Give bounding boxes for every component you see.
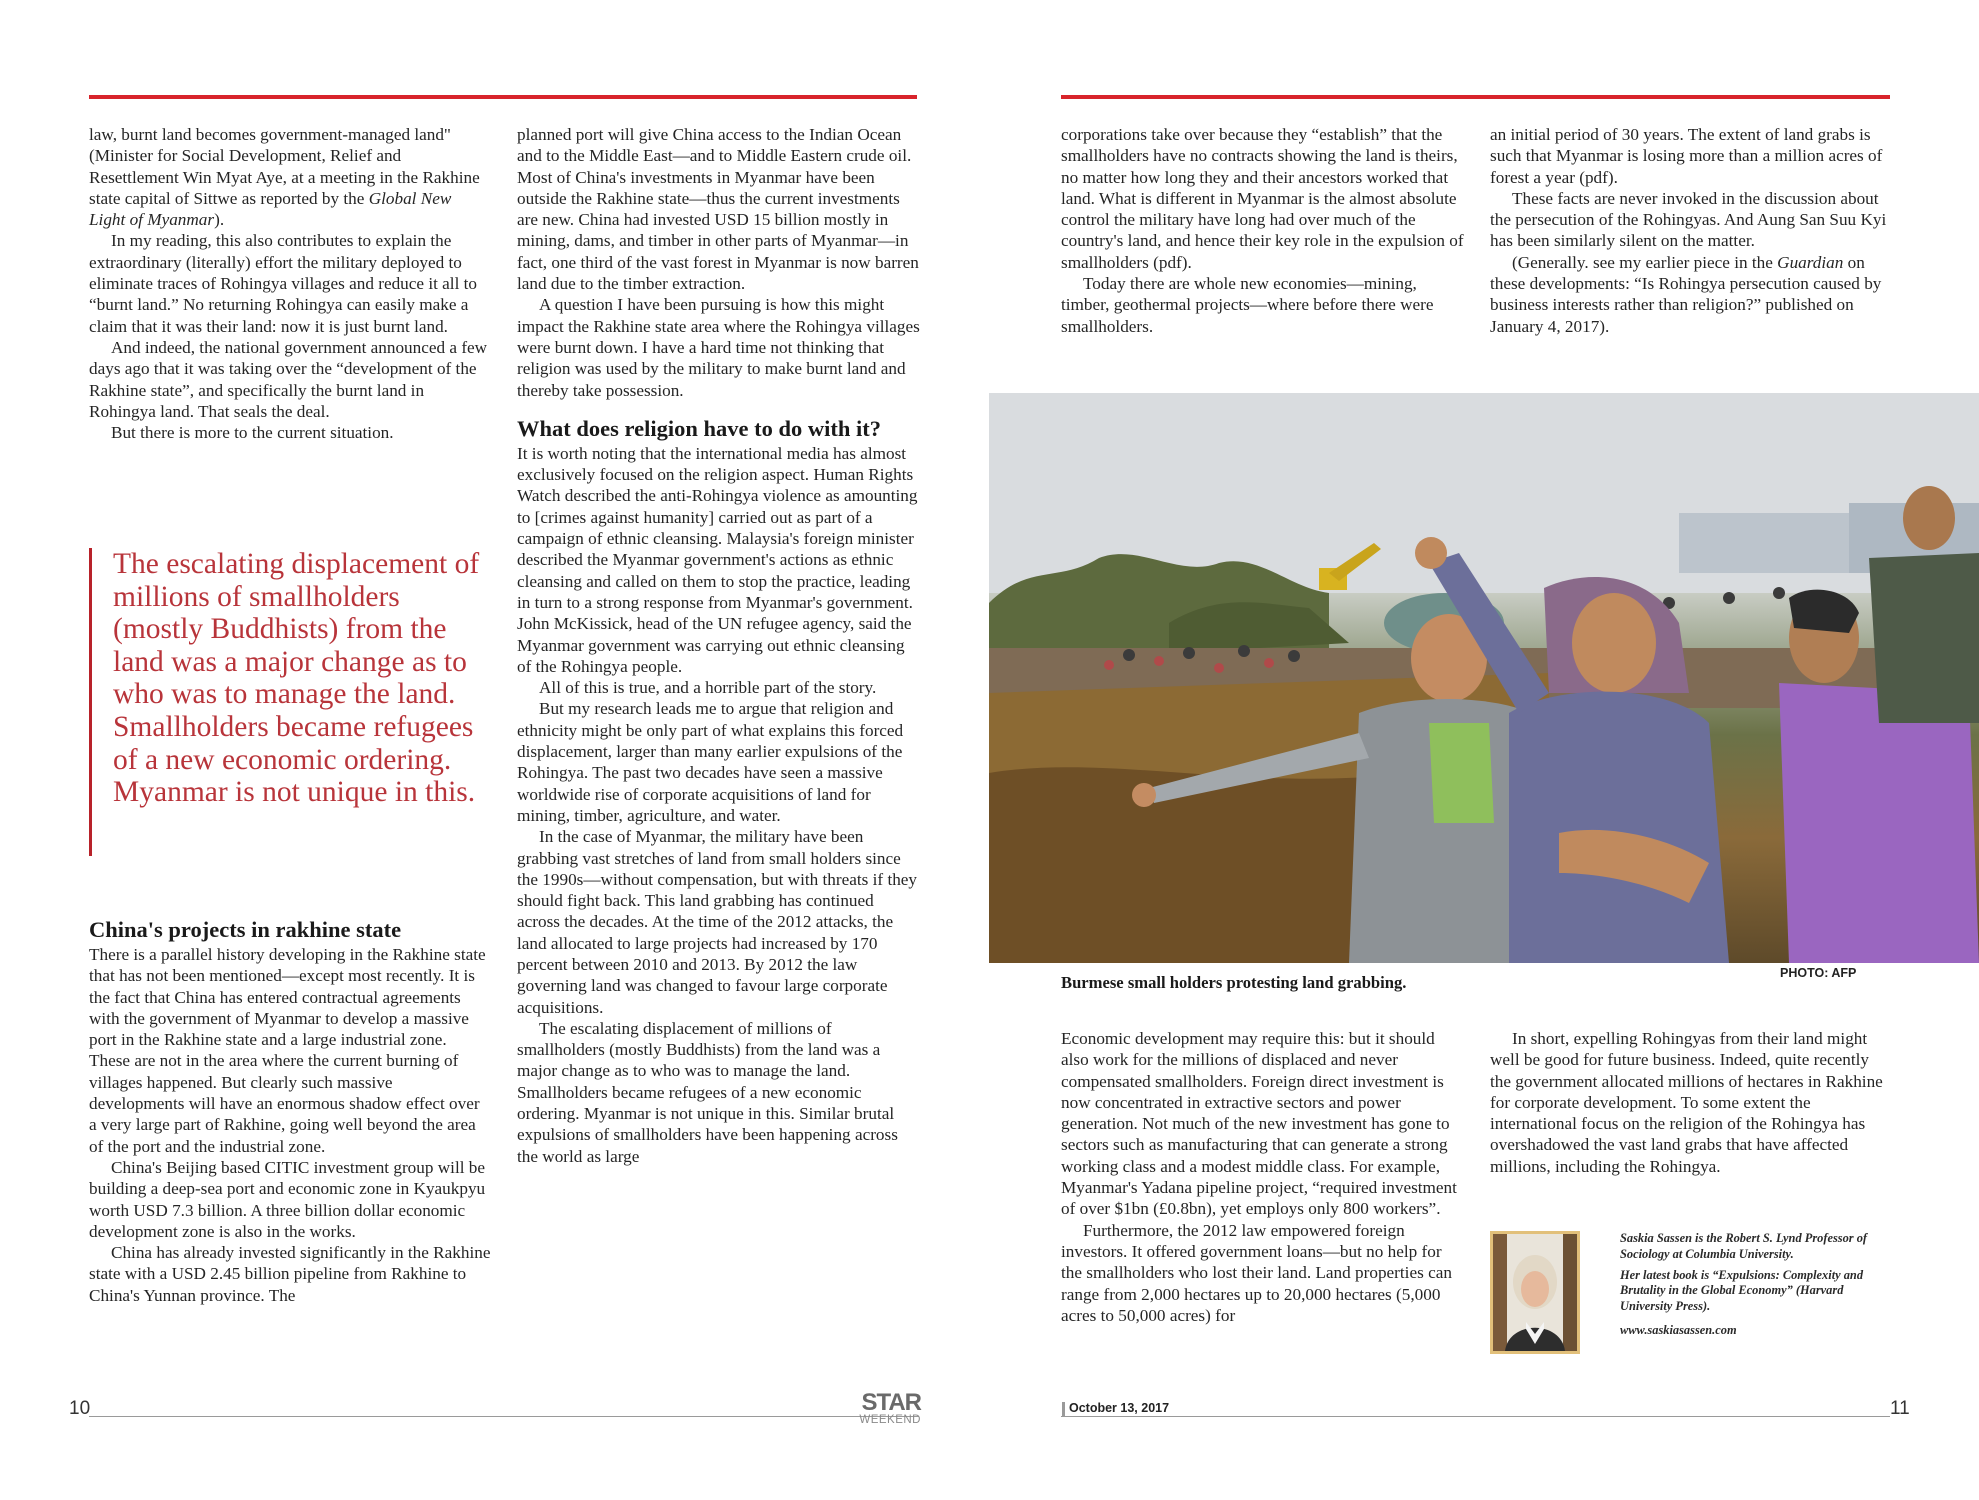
paragraph: All of this is true, and a horrible part of the story.: [539, 678, 877, 698]
article-column-1-lower: [89, 916, 491, 1306]
paragraph: In my reading, this also contributes to explain the extraordinary (literally) effort the military deployed to eliminate traces of Rohingya villages and reduce it all to “burnt land.” No returning Rohingya can easily make a claim that it was their land: now it is just burnt land.: [89, 231, 478, 336]
paragraph: The escalating displacement of millions of smallholders (mostly Buddhists) from the land was a major change as to who was to manage the land. Smallholders became refugees of a new economic ordering. Myanmar is not unique in this. Similar brutal expulsions of smallholders have been happening across the world as large: [517, 1018, 898, 1166]
article-column-1: [89, 124, 491, 443]
paragraph: These facts are never invoked in the discussion about the persecution of the Rohingyas. And Aung San Suu Kyi has been similarly silent on the matter.: [1490, 188, 1887, 251]
photo-caption: Burmese small holders protesting land grabbing.: [1061, 973, 1407, 992]
paragraph: corporations take over because they “establish” that the smallholders have no contracts showing the land is theirs, no matter how long they and their ancestors worked that land. What is different in Myanmar is the almost absolute control the military have long had over much of the country's land, and hence their key role in the expulsion of smallholders (pdf).: [1061, 125, 1464, 272]
article-column-6: [1490, 1028, 1892, 1177]
protest-photo: [989, 393, 1979, 963]
paragraph: Furthermore, the 2012 law empowered foreign investors. It offered government loans—but no help for the smallholders who lost their land. Land properties can range from 2,000 hectares up to 20,000 hectares (5,000 acres to 50,000 acres) for: [1061, 1220, 1452, 1325]
footer-rule-right: [1061, 1416, 1890, 1417]
paragraph: But there is more to the current situation.: [111, 423, 394, 443]
paragraph: In short, expelling Rohingyas from their land might well be good for future business. Indeed, quite recently the government allocated millions of hectares in Rakhine for corporate development. To some extent the international focus on the religion of the Rohingya has overshadowed the vast land grabs that have affected millions, including the Rohingya.: [1490, 1029, 1883, 1176]
article-column-2: [517, 124, 920, 1167]
page-number-right: 11: [1890, 1398, 1910, 1419]
author-bio: [1620, 1231, 1892, 1344]
paragraph: (Generally. see my earlier piece in the Guardian on these developments: “Is Rohingya persecution caused by business interests rather than religion?” published on January 4, 2017).: [1490, 252, 1882, 336]
section-heading: What does religion have to do with it?: [517, 415, 881, 441]
paragraph: It is worth noting that the international media has almost exclusively focused on the religion aspect. Human Rights Watch described the anti-Rohingya violence as amounting to [crimes against humanity] carried out as part of a campaign of ethnic cleansing. Malaysia's foreign minister described the Myanmar government's actions as ethnic cleansing and called on them to stop the practice, leading in turn to a strong response from Myanmar's government. John McKissick, head of the UN refugee agency, said the Myanmar government was carrying out ethnic cleansing of the Rohingya people.: [517, 443, 918, 676]
top-rule-left: [89, 95, 917, 99]
author-bio-line: Saskia Sassen is the Robert S. Lynd Professor of Sociology at Columbia University.: [1620, 1231, 1868, 1261]
logo-star: STAR: [861, 1389, 921, 1416]
paragraph: China's Beijing based CITIC investment group will be building a deep-sea port and economic zone in Kyaukpyu worth USD 7.3 billion. A three billion dollar economic development zone is also in the works.: [89, 1157, 486, 1241]
date-marker: [1062, 1402, 1065, 1416]
paragraph: A question I have been pursuing is how this might impact the Rakhine state area where the Rohingya villages were burnt down. I have a hard time not thinking that religion was used by the military to make burnt land and thereby take possession.: [517, 295, 920, 400]
paragraph: But my research leads me to argue that religion and ethnicity might be only part of what explains this forced displacement, larger than many earlier expulsions of the Rohingya. The past two decades have seen a massive worldwide rise of corporate acquisitions of land for mining, timber, agriculture, and water.: [517, 699, 904, 825]
page-number-left: 10: [69, 1398, 91, 1419]
author-website: www.saskiasassen.com: [1620, 1322, 1737, 1337]
paragraph: There is a parallel history developing in the Rakhine state that has not been mentioned—except most recently. It is the fact that China has entered contractual agreements with the government of Myanmar to develop a massive port in the Rakhine state and a large industrial zone. These are not in the area where the current burning of villages happened. But clearly such massive developments will have an enormous shadow effect over a very large part of Rakhine, going well beyond the area of the port and the industrial zone.: [89, 945, 486, 1156]
star-weekend-logo: [855, 1389, 921, 1432]
paragraph: And indeed, the national government announced a few days ago that it was taking over the “development of the Rakhine state”, and specifically the burnt land in Rohingya land. That seals the deal.: [89, 337, 488, 421]
paragraph: law, burnt land becomes government-managed land" (Minister for Social Development, Relief and Resettlement Win Myat Aye, at a meeting in the Rakhine state capital of Sittwe as reported by the Global New Light of Myanmar).: [89, 125, 480, 230]
author-portrait: [1490, 1231, 1580, 1354]
article-column-4: [1490, 124, 1892, 337]
protest-photo-illustration: [989, 393, 1979, 963]
paragraph: In the case of Myanmar, the military have been grabbing vast stretches of land from small holders since the 1990s—without compensation, but with threats if they should fight back. This land grabbing has continued across the decades. At the time of the 2012 attacks, the land allocated to large projects had increased by 170 percent between 2010 and 2013. By 2012 the law governing land was changed to favour large corporate acquisitions.: [517, 827, 918, 1017]
pull-quote: The escalating displacement of millions of smallholders (mostly Buddhists) from the land was a major change as to who was to manage the land. Smallholders became refugees of a new economic ordering. Myanmar is not unique in this.: [89, 548, 493, 856]
logo-weekend: WEEKEND: [859, 1414, 921, 1426]
photo-credit: PHOTO: AFP: [1780, 966, 1857, 980]
paragraph: China has already invested significantly in the Rakhine state with a USD 2.45 billion pipeline from Rakhine to China's Yunnan province. The: [89, 1243, 491, 1305]
paragraph: Today there are whole new economies—mining, timber, geothermal projects—where before there were smallholders.: [1061, 274, 1434, 336]
author-bio-line: Her latest book is “Expulsions: Complexity and Brutality in the Global Economy” (Harvard University Press).: [1620, 1267, 1864, 1314]
author-portrait-icon: [1493, 1234, 1577, 1351]
paragraph: Economic development may require this: but it should also work for the millions of displaced and never compensated smallholders. Foreign direct investment is now concentrated in extractive sectors and power generation. Not much of the new investment has gone to sectors such as manufacturing that can generate a strong working class and a modest middle class. For example, Myanmar's Yadana pipeline project, “required investment of over $1bn (£0.8bn), yet employs only 800 workers”.: [1061, 1029, 1457, 1219]
article-column-5: [1061, 1028, 1465, 1326]
article-column-3: [1061, 124, 1465, 337]
paragraph: planned port will give China access to the Indian Ocean and to the Middle East—and to Middle Eastern crude oil. Most of China's investments in Myanmar have been outside the Rakhine state—thus the current investments are new. China had invested USD 15 billion mostly in mining, dams, and timber in other parts of Myanmar—in fact, one third of the vast forest in Myanmar is now barren land due to the timber extraction.: [517, 125, 919, 294]
footer-rule-left: [89, 1416, 919, 1417]
top-rule-right: [1061, 95, 1890, 99]
issue-date: October 13, 2017: [1069, 1401, 1170, 1415]
section-heading: China's projects in rakhine state: [89, 917, 402, 942]
paragraph: an initial period of 30 years. The extent of land grabs is such that Myanmar is losing more than a million acres of forest a year (pdf).: [1490, 125, 1883, 187]
